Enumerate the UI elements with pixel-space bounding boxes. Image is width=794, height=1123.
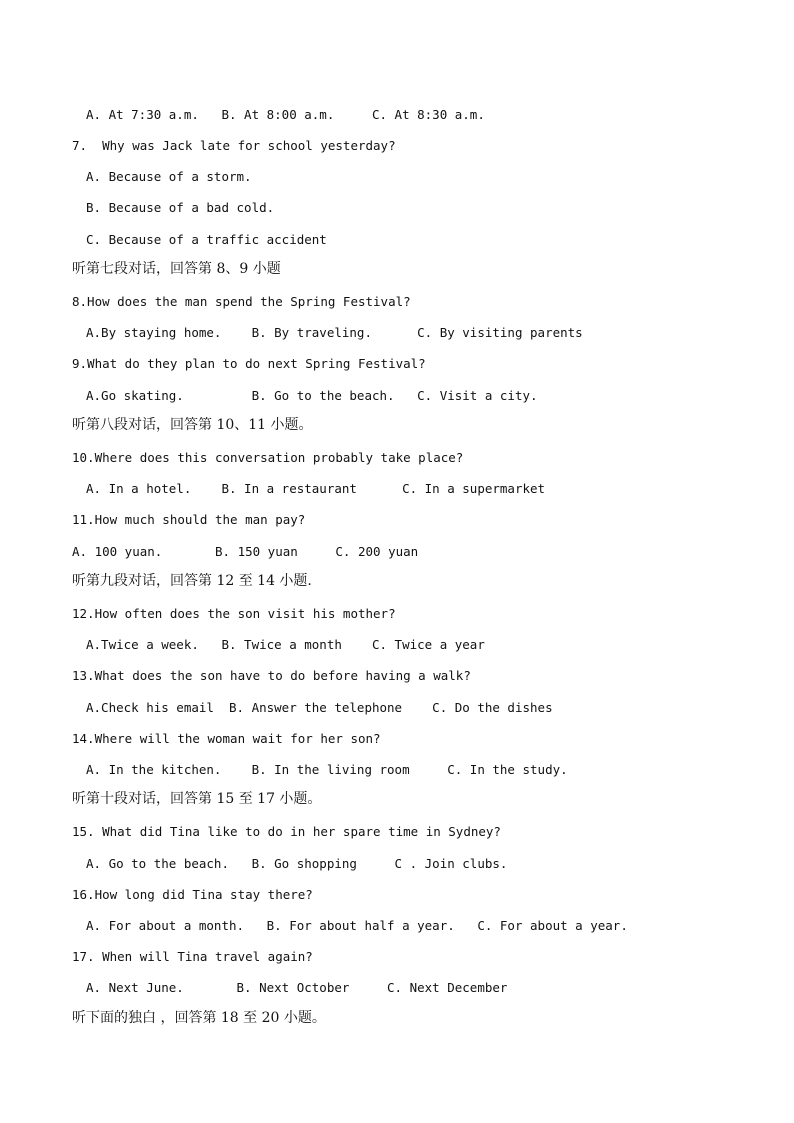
answer-options-q15: A. Go to the beach. B. Go shopping C . Join clubs. [86,856,508,871]
question-14: 14.Where will the woman wait for her son? [72,731,381,746]
question-17: 17. When will Tina travel again? [72,949,313,964]
answer-options-q16: A. For about a month. B. For about half a year. C. For about a year. [86,918,628,933]
answer-options-q17: A. Next June. B. Next October C. Next December [86,980,508,995]
question-7: 7. Why was Jack late for school yesterday? [72,138,396,153]
answer-options-q9: A.Go skating. B. Go to the beach. C. Visit a city. [86,388,538,403]
section-heading-9: 听第九段对话，回答第 12 至 14 小题. [72,573,312,589]
question-16: 16.How long did Tina stay there? [72,887,313,902]
option-7c: C. Because of a traffic accident [86,232,327,247]
section-heading-8: 听第八段对话，回答第 10、11 小题。 [72,417,313,433]
question-12: 12.How often does the son visit his mother? [72,606,396,621]
question-10: 10.Where does this conversation probably take place? [72,450,464,465]
question-9: 9.What do they plan to do next Spring Festival? [72,356,426,371]
answer-options-q11: A. 100 yuan. B. 150 yuan C. 200 yuan [72,544,419,559]
answer-options-q6: A. At 7:30 a.m. B. At 8:00 a.m. C. At 8:30 a.m. [86,107,485,122]
answer-options-q10: A. In a hotel. B. In a restaurant C. In a supermarket [86,481,546,496]
question-8: 8.How does the man spend the Spring Festival? [72,294,411,309]
question-13: 13.What does the son have to do before having a walk? [72,668,471,683]
section-heading-7: 听第七段对话，回答第 8、9 小题 [72,261,281,277]
option-7a: A. Because of a storm. [86,169,252,184]
answer-options-q13: A.Check his email B. Answer the telephone C. Do the dishes [86,700,553,715]
question-15: 15. What did Tina like to do in her spare time in Sydney? [72,824,501,839]
option-7b: B. Because of a bad cold. [86,200,275,215]
section-heading-10: 听第十段对话，回答第 15 至 17 小题。 [72,791,322,807]
question-11: 11.How much should the man pay? [72,512,306,527]
section-heading-monologue: 听下面的独白 ，回答第 18 至 20 小题。 [72,1010,326,1026]
answer-options-q8: A.By staying home. B. By traveling. C. By visiting parents [86,325,583,340]
answer-options-q12: A.Twice a week. B. Twice a month C. Twice a year [86,637,485,652]
answer-options-q14: A. In the kitchen. B. In the living room C. In the study. [86,762,568,777]
